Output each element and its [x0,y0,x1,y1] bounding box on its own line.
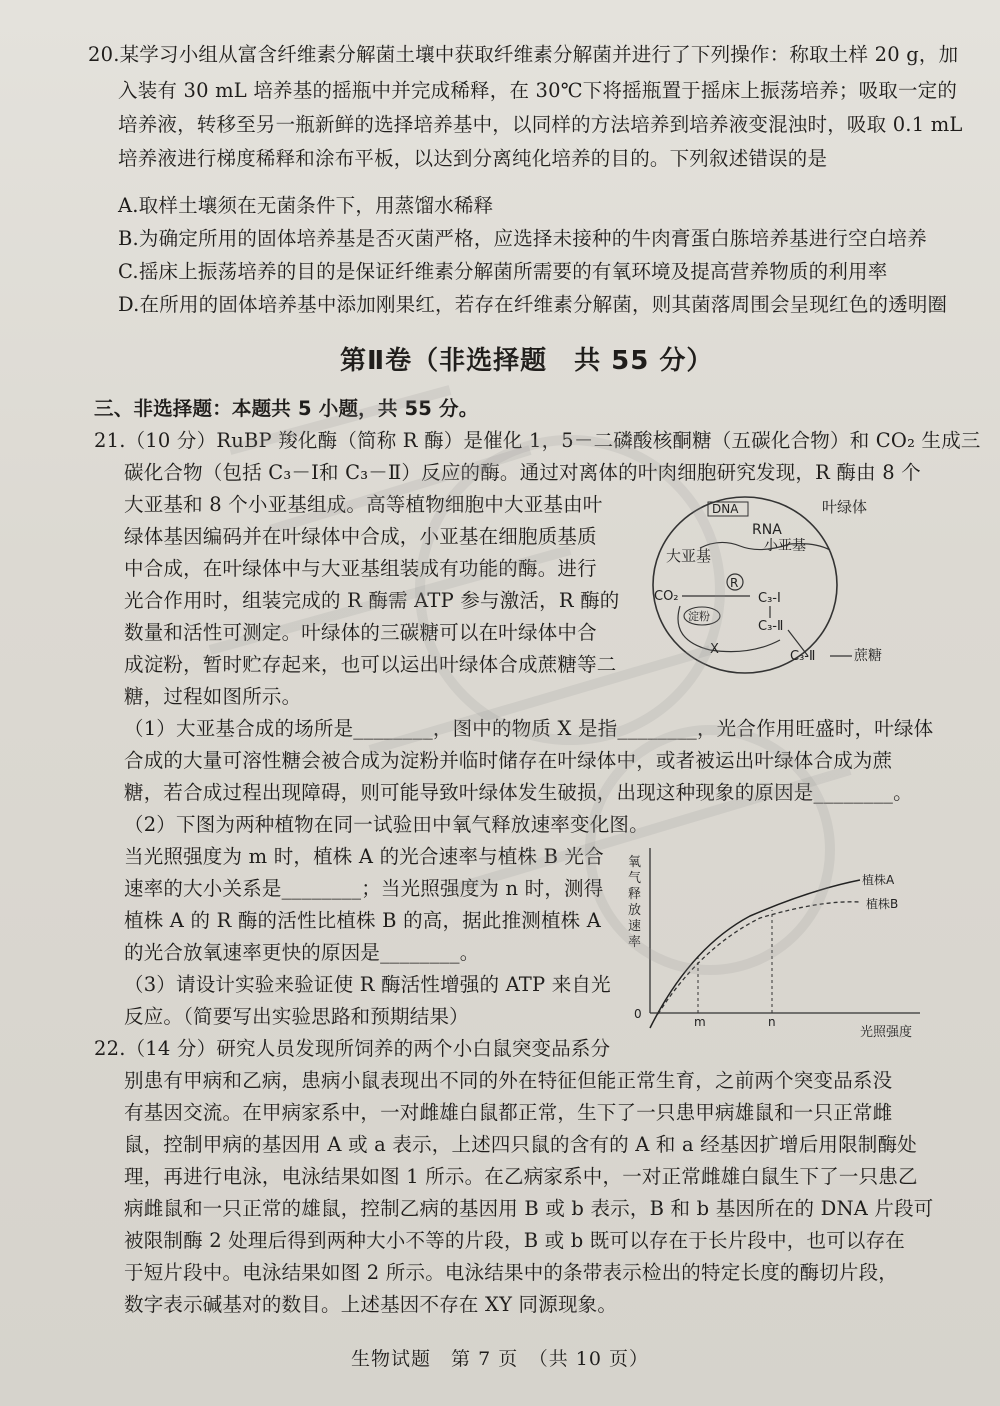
text-line: 植株 A 的 R 酶的活性比植株 B 的高，据此推测植株 A [124,909,602,932]
x-axis-label: 光照强度 [860,1025,913,1040]
label-c3-2: C₃-Ⅱ [758,619,784,634]
label-starch: 淀粉 [688,610,710,623]
label-c3-2-out: C₃-Ⅱ [790,649,816,664]
label-r: R [730,576,739,590]
chloroplast-outline [653,497,837,673]
text-line: 入装有 30 mL 培养基的摇瓶中并完成稀释，在 30℃下将摇瓶置于摇床上振荡培养；吸取一定的 [118,79,958,102]
y-axis-label: 氧气释放速率 [628,855,642,950]
label-c3-1: C₃-Ⅰ [758,591,781,606]
text-line: 的光合放氧速率更快的原因是________。 [124,941,480,964]
text-line: 当光照强度为 m 时，植株 A 的光合速率与植株 B 光合 [124,845,604,868]
text-line: 成淀粉，暂时贮存起来，也可以运出叶绿体合成蔗糖等二 [124,653,617,676]
origin-label: 0 [634,1007,642,1021]
text-line: 光合作用时，组装完成的 R 酶需 ATP 参与激活，R 酶的 [124,589,620,612]
label-dna: DNA [712,502,739,516]
x-tick-m: m [694,1015,706,1029]
text-line: 糖，若合成过程出现障碍，则可能导致叶绿体发生破损，出现这种现象的原因是________。 [124,781,913,804]
label-x: X [710,642,719,657]
label-chloroplast: 叶绿体 [822,498,868,516]
text-line: 鼠，控制甲病的基因用 A 或 a 表示，上述四只鼠的含有的 A 和 a 经基因扩增后用限制酶处 [124,1133,917,1156]
text-line: 有基因交流。在甲病家系中，一对雌雄白鼠都正常，生下了一只患甲病雄鼠和一只正常雌 [124,1101,893,1124]
page-footer: 生物试题 第 7 页 （共 10 页） [351,1348,649,1370]
text-line: 培养液，转移至另一瓶新鲜的选择培养基中，以同样的方法培养到培养液变混浊时，吸取 0.1 mL [118,113,963,136]
label-rna: RNA [752,522,782,538]
series-line-b [658,902,860,1014]
label-sucrose: 蔗糖 [854,648,882,664]
text-line: 中合成，在叶绿体中与大亚基组装成有功能的酶。进行 [124,557,597,580]
text-line: 别患有甲病和乙病，患病小鼠表现出不同的外在特征但能正常生育，之前两个突变品系没 [124,1069,893,1092]
text-line: 糖，过程如图所示。 [124,685,302,708]
text-line: 病雌鼠和一只正常的雄鼠，控制乙病的基因用 B 或 b 表示，B 和 b 基因所在的 DNA 片段可 [124,1197,934,1220]
section-heading: 第Ⅱ卷（非选择题 共 55 分） [340,346,714,376]
text-line: 大亚基和 8 个小亚基组成。高等植物细胞中大亚基由叶 [124,493,603,516]
text-line: 培养液进行梯度稀释和涂布平板，以达到分离纯化培养的目的。下列叙述错误的是 [118,147,828,170]
text-line: 数字表示碱基对的数目。上述基因不存在 XY 同源现象。 [124,1293,618,1316]
text-line: 绿体基因编码并在叶绿体中合成，小亚基在细胞质基质 [124,525,597,548]
oxygen-rate-chart [620,838,940,1048]
text-line: B.为确定所用的固体培养基是否灭菌严格，应选择未接种的牛肉膏蛋白胨培养基进行空白培养 [118,227,927,250]
chloroplast-diagram [640,490,940,680]
text-line: （1）大亚基合成的场所是________，图中的物质 X 是指________，光合作用旺盛时，叶绿体 [124,717,934,740]
text-line: 合成的大量可溶性糖会被合成为淀粉并临时储存在叶绿体中，或者被运出叶绿体合成为蔗 [124,749,893,772]
label-small-subunit: 小亚基 [764,538,806,554]
text-line: 数量和活性可测定。叶绿体的三碳糖可以在叶绿体中合 [124,621,597,644]
text-line: 22.（14 分）研究人员发现所饲养的两个小白鼠突变品系分 [94,1037,611,1060]
label-large-subunit: 大亚基 [666,547,712,565]
x-tick-n: n [768,1015,776,1029]
text-line: 20.某学习小组从富含纤维素分解菌土壤中获取纤维素分解菌并进行了下列操作：称取土样 20 g，加 [88,43,959,66]
text-line: 被限制酶 2 处理后得到两种大小不等的片段，B 或 b 既可以存在于长片段中，也可以存在 [124,1229,906,1252]
series-line-a [650,880,860,1028]
text-line: A.取样土壤须在无菌条件下，用蒸馏水稀释 [118,194,494,217]
text-line: D.在所用的固体培养基中添加刚果红，若存在纤维素分解菌，则其菌落周围会呈现红色的透明圈 [118,293,948,316]
series-label-a: 植株A [862,873,895,887]
text-line: 21.（10 分）RuBP 羧化酶（简称 R 酶）是催化 1，5－二磷酸核酮糖（五碳化合物）和 CO₂ 生成三 [94,429,981,452]
label-co2: CO₂ [654,589,679,604]
text-line: 于短片段中。电泳结果如图 2 所示。电泳结果中的条带表示检出的特定长度的酶切片段， [124,1261,899,1284]
series-label-b: 植株B [866,897,899,911]
text-line: 速率的大小关系是________；当光照强度为 n 时，测得 [124,877,604,900]
text-line: 碳化合物（包括 C₃－Ⅰ和 C₃－Ⅱ）反应的酶。通过对离体的叶肉细胞研究发现，R 酶由 8 个 [124,461,921,484]
text-line: 理，再进行电泳，电泳结果如图 1 所示。在乙病家系中，一对正常雌雄白鼠生下了一只患乙 [124,1165,918,1188]
text-line: （2）下图为两种植物在同一试验田中氧气释放速率变化图。 [124,813,649,836]
text-line: 三、非选择题：本题共 5 小题，共 55 分。 [94,397,479,420]
text-line: （3）请设计实验来验证使 R 酶活性增强的 ATP 来自光 [124,973,611,996]
text-line: C.摇床上振荡培养的目的是保证纤维素分解菌所需要的有氧环境及提高营养物质的利用率 [118,260,888,283]
text-line: 反应。（简要写出实验思路和预期结果） [124,1005,469,1028]
